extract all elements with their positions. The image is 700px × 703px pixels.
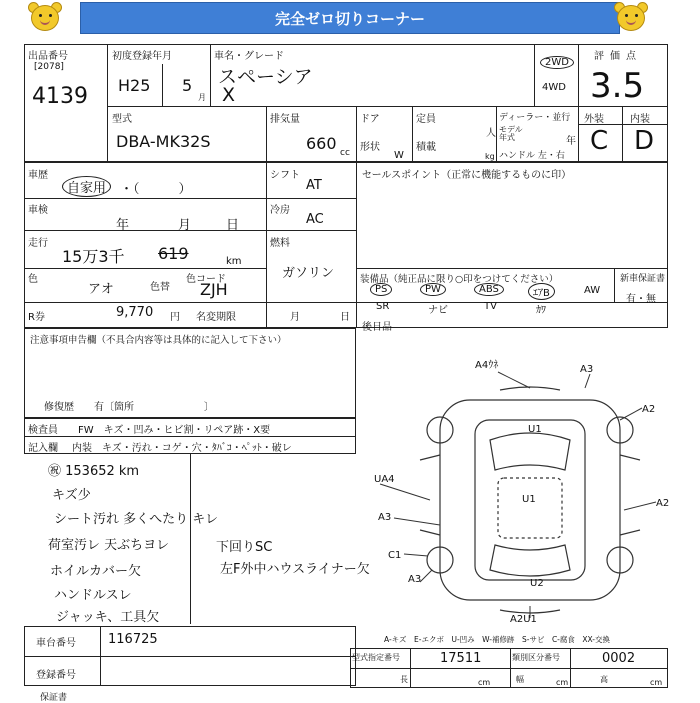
- recycle-label: R券: [28, 312, 45, 323]
- shift-value: AT: [306, 178, 322, 193]
- notes-label: 注意事項申告欄（不具合内容等は具体的に記入して下さい）: [30, 335, 287, 346]
- model-value: DBA-MK32S: [116, 132, 211, 151]
- ext-grade: C: [590, 126, 609, 156]
- mark-u1-hood: U1: [528, 424, 542, 435]
- color-change-label: 色替: [150, 282, 170, 293]
- mileage-value: 15万3千: [62, 247, 125, 266]
- equip-pw: PW: [420, 283, 446, 296]
- shape-value: W: [394, 150, 404, 161]
- disp-unit: cc: [340, 148, 350, 158]
- hand-note-2: キズ少: [52, 488, 91, 503]
- int-grade: D: [634, 126, 655, 156]
- drive-2wd: 2WD: [540, 56, 574, 69]
- inspection-month: 月: [178, 218, 192, 233]
- spec-cat-label: 類別区分番号: [512, 653, 560, 662]
- mascot-right-icon: [608, 0, 654, 36]
- capacity-unit: 人: [486, 128, 496, 139]
- color-value: アオ: [88, 282, 114, 297]
- transfer-month: 月: [290, 312, 300, 323]
- car-label: 車名・グレード: [214, 51, 284, 62]
- mark-a2u1: A2U1: [510, 614, 537, 625]
- dim-label-1: 長: [400, 675, 408, 684]
- spec-value: 17511: [440, 651, 482, 666]
- inspection-label: 車検: [28, 205, 48, 216]
- hand-note-right-2: 左F外中ハウスライナー欠: [220, 562, 370, 577]
- equipment-label: 装備品（純正品に限り○印をつけてください）: [360, 274, 559, 285]
- lot-sub: [2078]: [34, 62, 64, 72]
- score-label: 評価点: [594, 51, 642, 62]
- inspection-year: 年: [116, 218, 130, 233]
- equip-airbag: ｴｱB: [528, 283, 555, 300]
- lot-number: 4139: [32, 84, 88, 109]
- transfer-day: 日: [340, 312, 350, 323]
- dim-unit-1: cm: [478, 678, 491, 687]
- hand-note-4: 荷室汚レ 天ぶちヨレ: [48, 538, 170, 553]
- car-name: スペーシア: [218, 66, 313, 88]
- equip-aw: AW: [584, 285, 601, 296]
- aircon-label: 冷房: [270, 205, 290, 216]
- spec-label: 型式指定番号: [352, 653, 400, 662]
- first-reg-label: 初度登録年月: [112, 51, 172, 62]
- score-value: 3.5: [590, 66, 645, 106]
- checks-label1: 検査員: [28, 425, 58, 436]
- mark-a3-top: A3: [580, 364, 594, 375]
- ext-label: 外装: [584, 114, 604, 125]
- mileage-strike: 619: [158, 244, 189, 263]
- lot-label: 出品番号: [28, 51, 68, 62]
- warranty-label: 新車保証書: [620, 274, 666, 284]
- hand-note-3: シート汚れ 多くへたり キレ: [54, 512, 219, 527]
- registration-label: 登録番号: [36, 670, 76, 681]
- bottom-label: 保証書: [40, 693, 68, 703]
- chassis-label: 車台番号: [36, 638, 76, 649]
- mileage-unit: km: [226, 256, 242, 267]
- page-title: 完全ゼロ切りコーナー: [80, 2, 620, 34]
- first-reg-month: 5: [182, 76, 193, 95]
- color-code-label: 色コード: [186, 274, 226, 285]
- aircon-value: AC: [306, 212, 324, 227]
- shift-label: シフト: [270, 170, 300, 181]
- year-unit: 年: [566, 136, 576, 147]
- disp-value: 660: [306, 134, 337, 153]
- dim-unit-3: cm: [650, 678, 663, 687]
- disp-label: 排気量: [270, 114, 300, 125]
- checks-row1: FW キズ・凹み・ヒビ割・リペア跡・X要: [78, 425, 271, 436]
- hand-note-5: ホイルカバー欠: [50, 564, 142, 579]
- equip-abs: ABS: [474, 283, 504, 296]
- equip-sr: SR: [376, 301, 390, 312]
- chassis-value: 116725: [108, 632, 158, 647]
- mark-a3-left: A3: [378, 512, 392, 523]
- repair-history: 修復歴 有〔箇所 〕: [44, 402, 214, 413]
- int-label: 内装: [630, 114, 650, 125]
- transfer-label: 名変期限: [196, 312, 236, 323]
- hand-note-6: ハンドルスレ: [54, 588, 132, 603]
- mark-c1: C1: [388, 550, 402, 561]
- mark-a2-right: A2: [656, 498, 670, 509]
- mark-a2-fr: A2: [642, 404, 656, 415]
- spec-cat-value: 0002: [602, 651, 636, 666]
- first-reg-year: H25: [118, 76, 151, 95]
- rear-seat-label: 後日品: [362, 322, 392, 333]
- inspection-day: 日: [226, 218, 240, 233]
- hand-note-7: ジャッキ、工具欠: [56, 610, 160, 625]
- mark-u1-roof: U1: [522, 494, 536, 505]
- mark-u2: U2: [530, 578, 544, 589]
- car-damage-diagram: [374, 360, 680, 630]
- equip-tv: TV: [484, 301, 497, 312]
- mark-ua4: UA4: [374, 474, 395, 485]
- recycle-value: 9,770: [116, 305, 154, 320]
- history-label: 車歴: [28, 170, 48, 181]
- checks-label2: 記入欄: [28, 443, 58, 454]
- sales-point-label: セールスポイント（正常に機能するものに印）: [362, 170, 572, 181]
- fuel-label: 燃料: [270, 238, 290, 249]
- car-grade: X: [222, 84, 236, 106]
- fuel-value: ガソリン: [282, 266, 335, 281]
- damage-legend: A-キズ E-エクボ U-凹み W-補修跡 S-サビ C-腐食 XX-交換: [384, 635, 610, 644]
- handle-label: ハンドル 左・右: [499, 151, 565, 161]
- checks-row2: 内装 キズ・汚れ・コゲ・穴・ﾀﾊﾞｺ・ﾍﾟｯﾄ・破レ: [72, 443, 292, 454]
- recycle-unit: 円: [170, 312, 180, 323]
- dealer-label: ディーラー・並行: [499, 113, 571, 123]
- mileage-label: 走行: [28, 238, 48, 249]
- dim-unit-2: cm: [556, 678, 569, 687]
- load-label: 積載: [416, 142, 436, 153]
- load-unit: kg: [485, 152, 495, 161]
- equip-ps: PS: [370, 283, 392, 296]
- color-code: ZJH: [200, 280, 228, 299]
- model-label: 型式: [112, 114, 132, 125]
- history-rest: ・（ ）: [120, 182, 192, 197]
- shape-label: 形状: [360, 142, 380, 153]
- equip-leather: ｶﾜ: [536, 305, 546, 316]
- hand-note-right-1: 下回りSC: [216, 540, 273, 555]
- hand-note-1: ㊗ 153652 km: [48, 464, 140, 479]
- dim-label-3: 高: [600, 675, 608, 684]
- dim-label-2: 幅: [516, 675, 524, 684]
- door-label: ドア: [360, 114, 380, 125]
- warranty-value: 有・無: [626, 294, 656, 305]
- drive-4wd: 4WD: [542, 82, 566, 93]
- mark-a3-rl: A3: [408, 574, 422, 585]
- model-year-label: モデル年式: [499, 125, 523, 142]
- equip-navi: ナビ: [428, 305, 448, 316]
- history-value: 自家用: [62, 176, 111, 197]
- capacity-label: 定員: [416, 114, 436, 125]
- mascot-left-icon: [22, 0, 68, 36]
- color-label: 色: [28, 274, 38, 285]
- mark-a4-top: A4ｳﾈ: [475, 360, 499, 371]
- first-reg-month-unit: 月: [198, 93, 206, 102]
